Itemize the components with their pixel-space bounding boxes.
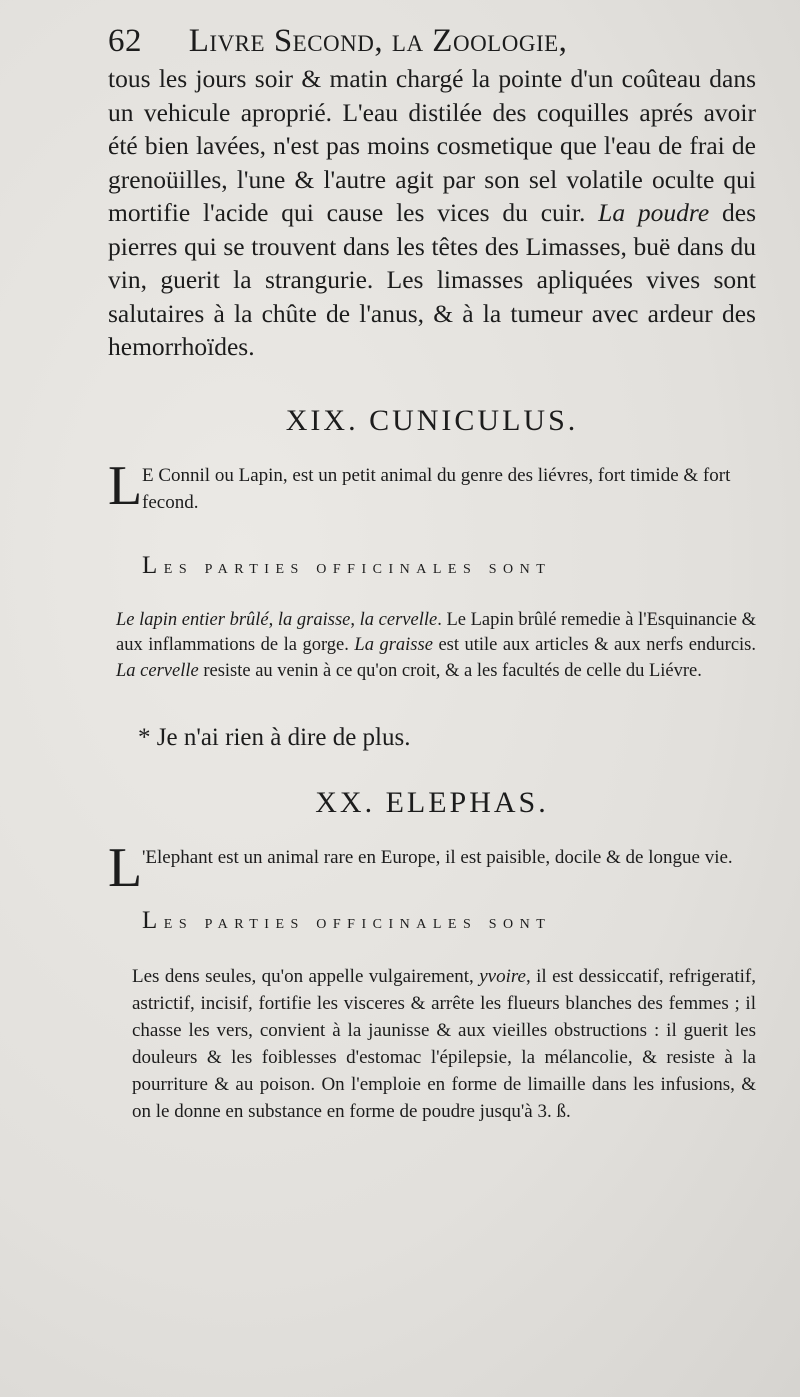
body-text: . Le Lapin brûlé remedie à l'Esquinancie & aux inflammations de la gorge. [116,609,757,655]
italic-term: Le lapin entier brûlé [116,609,269,630]
officinal-parts-text-cuniculus [108,608,756,685]
officinal-parts-heading [142,907,756,935]
section-intro-elephas [108,837,756,899]
officinal-parts-heading [142,552,756,580]
subhead-text: es parties officinales sont [163,911,552,933]
italic-term: la graisse [277,609,351,630]
paragraph-continuation [108,62,756,364]
body-text: , il est dessiccatif, refrigeratif, astrictif, incisif, fortifie les visceres & arrête les flueurs blanches des femmes ; il chasse les vers, convient à la jaunisse & aux vieilles obstructions : il guerit les douleurs & les foiblesses d'estomac l'épilepsie, la mélancolie, & resiste à la pourriture & au poison. On l'emploie en forme de limaille dans les infusions, & on le donne en substance en forme de poudre jusqu'à 3. ß. [132,966,757,1122]
author-note: * Je n'ai rien à dire de plus. [138,724,411,751]
section-heading-elephas: XX. ELEPHAS. [315,786,549,819]
drop-cap: L [108,837,143,899]
officinal-parts-text-elephas [108,963,756,1125]
section-intro-cuniculus [108,454,756,517]
italic-term: La cervelle [116,660,199,681]
page-number: 62 [108,23,142,59]
running-title: Livre Second, la Zoologie, [188,23,568,59]
italic-term: La poudre [598,198,710,227]
subhead-text: es parties officinales sont [163,555,552,578]
subhead-cap: L [142,907,164,934]
drop-cap: L [108,454,143,517]
italic-term: yvoire [479,966,526,987]
page-header [108,22,756,60]
body-text: resiste au venin à ce qu'on croit, & a les facultés de celle du Liévre. [198,660,702,681]
subhead-cap: L [142,551,164,579]
intro-text: E Connil ou Lapin, est un petit animal du genre des liévres, fort timide & fort fecond. [142,464,731,513]
section-heading-cuniculus: XIX. CUNICULUS. [285,403,579,437]
body-text: est utile aux articles & aux nerfs endurcis. [432,635,757,655]
body-text: , [268,609,278,630]
body-text: Les dens seules, qu'on appelle vulgairement, [132,966,480,987]
italic-term: la cervelle [359,609,438,630]
intro-text: 'Elephant est un animal rare en Europe, il est paisible, docile & de longue vie. [142,847,733,868]
paragraph-text: des pierres qui se trouvent dans les têtes des Limasses, buë dans du vin, guerit la strangurie. Les limasses apliquées vives sont salutaires à la chûte de l'anus, & à la tumeur avec ardeur des hemorrhoïdes. [108,198,757,361]
body-text: , [350,609,360,630]
italic-term: La graisse [354,635,433,655]
paragraph-text: tous les jours soir & matin chargé la pointe d'un coûteau dans un vehicule aproprié. L'eau distilée des coquilles aprés avoir été bien lavées, n'est pas moins cosmetique que l'eau de frai de grenoüilles, l'une & l'autre agit par son sel volatile oculte qui mortifie l'acide qui cause les vices du cuir. [108,64,756,227]
